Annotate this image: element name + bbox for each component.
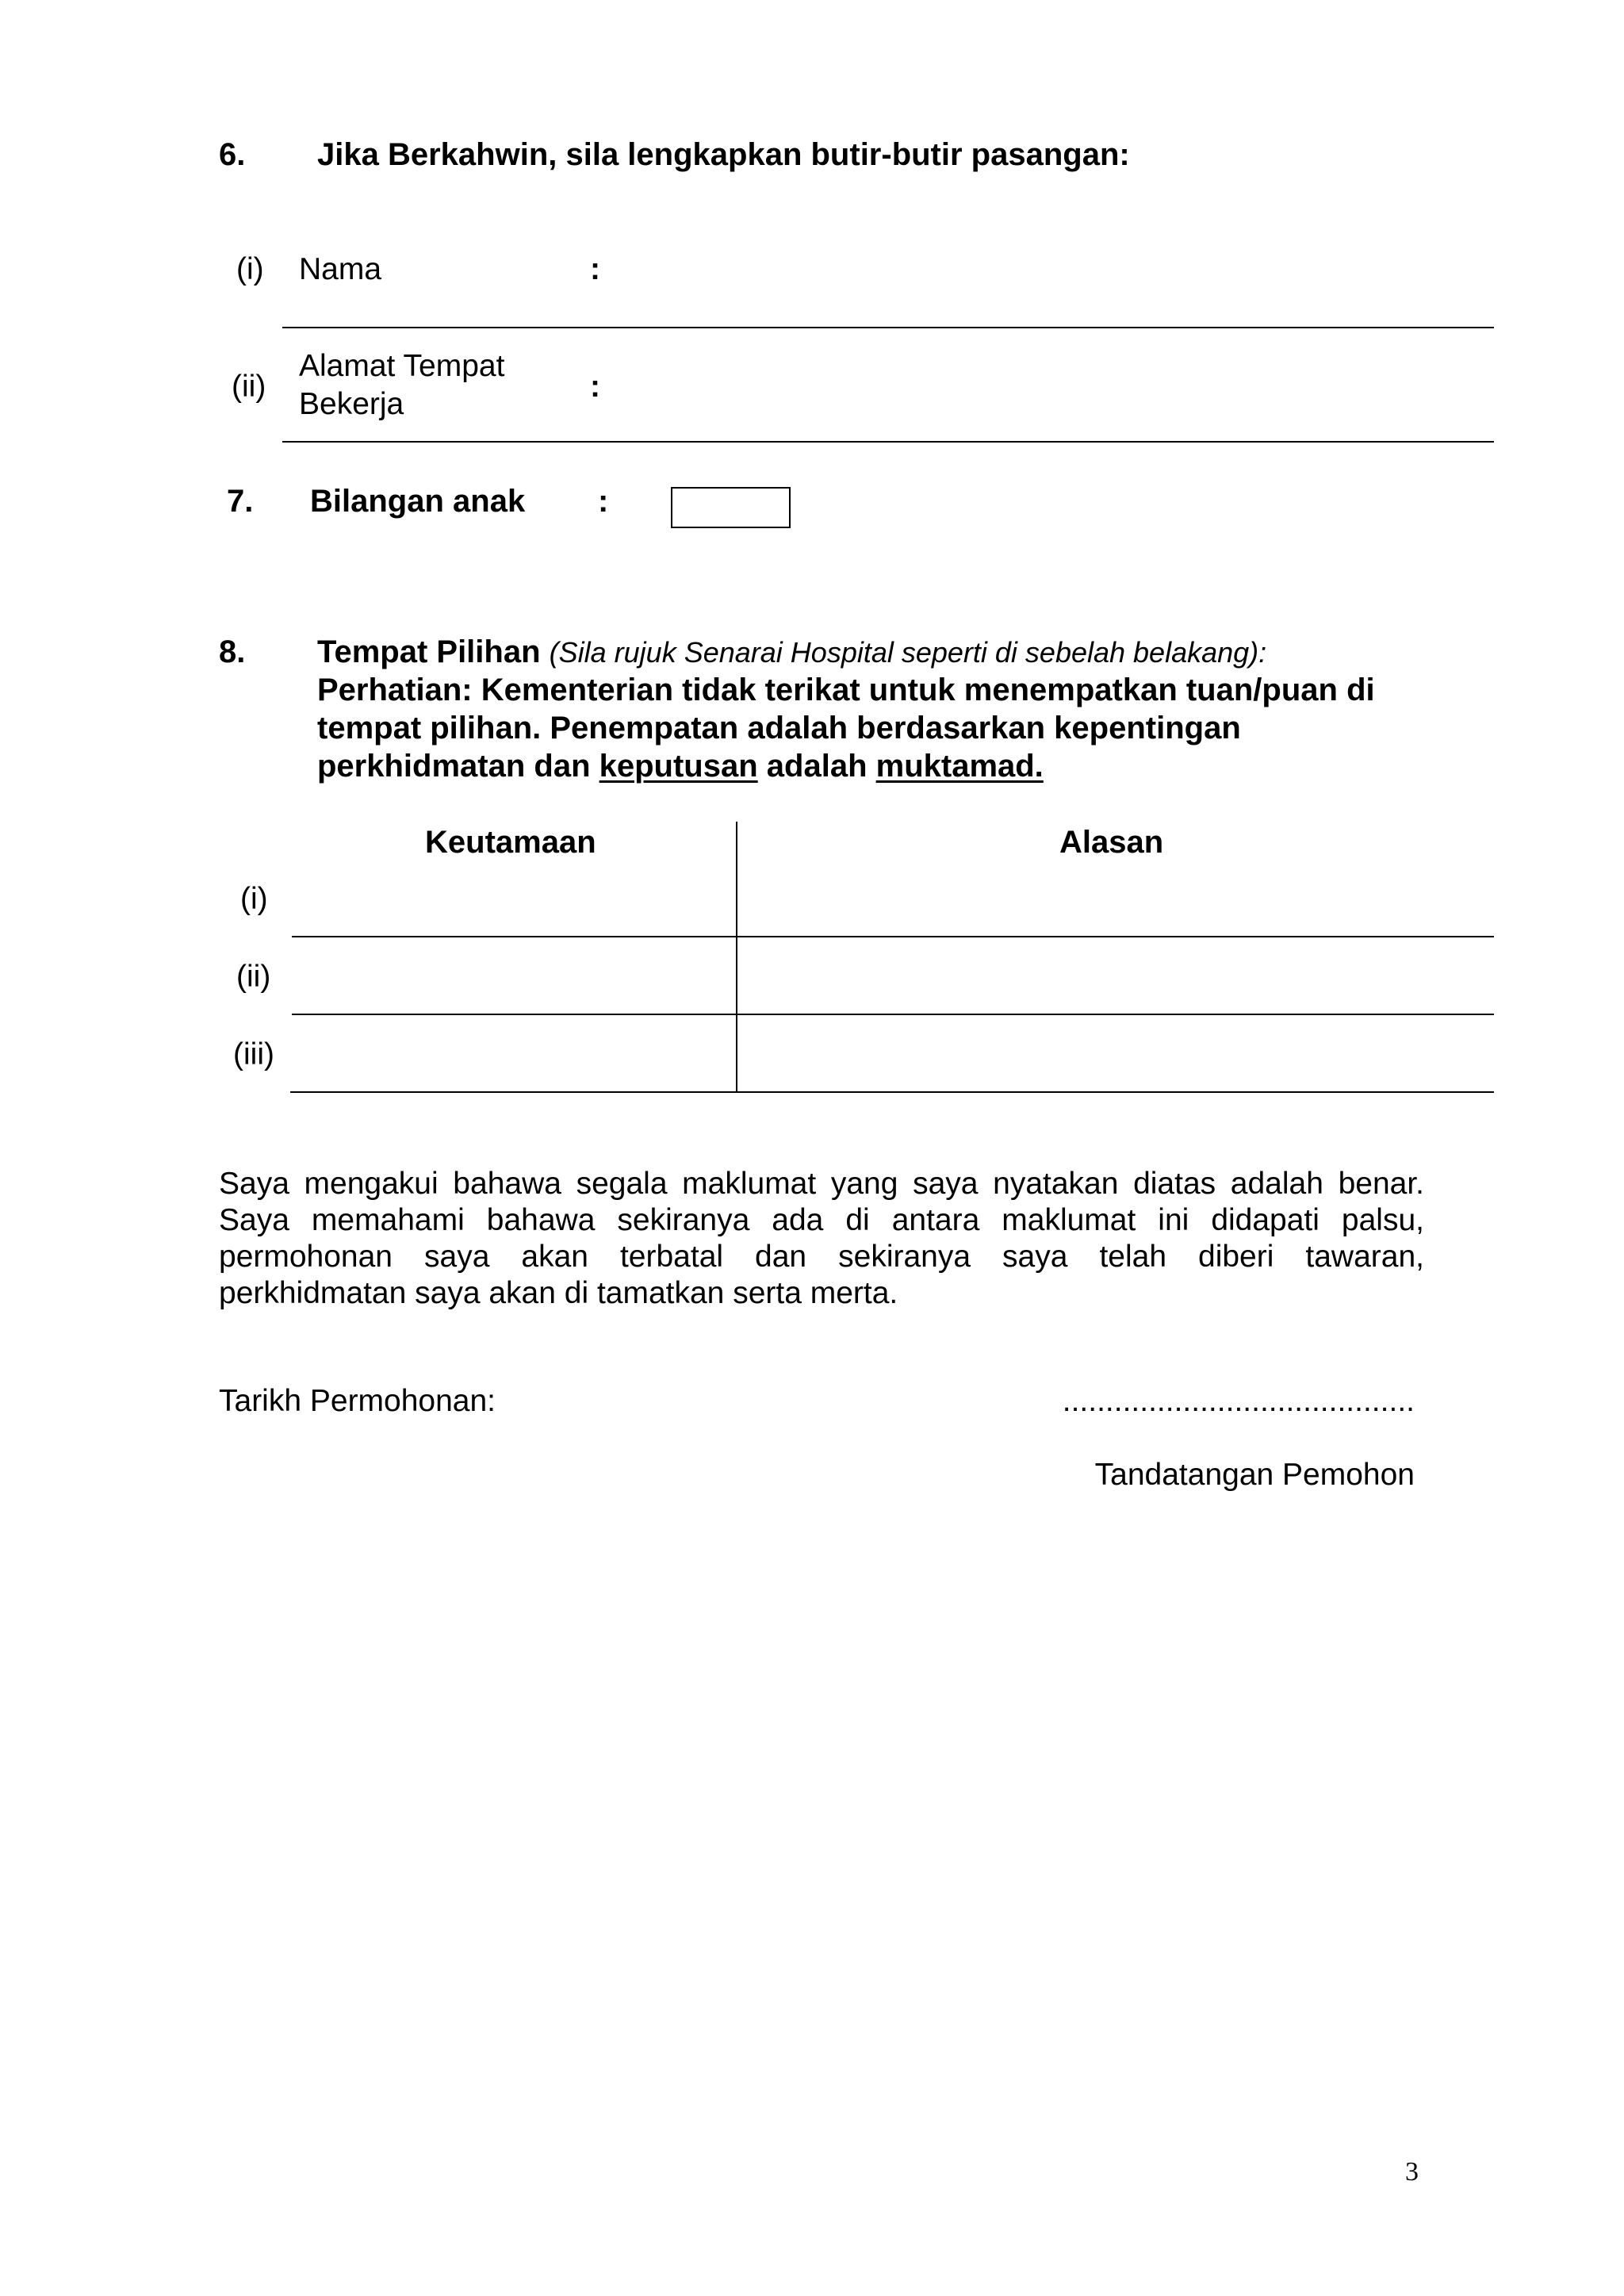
table-row-index: (ii) [236, 960, 271, 994]
section-6-number: 6. [219, 137, 246, 172]
children-count-label: Bilangan anak [310, 484, 526, 519]
table-row-line [292, 936, 1494, 937]
applicant-signature-label: Tandatangan Pemohon [1094, 1458, 1415, 1492]
children-count-colon: : [598, 484, 609, 519]
table-column-divider [736, 822, 737, 1093]
warning-text: adalah [757, 749, 876, 784]
alasan-cell[interactable] [739, 1017, 1492, 1090]
declaration-line: Saya memahami bahawa sekiranya ada di antara maklumat ini didapati palsu, [219, 1203, 1424, 1237]
declaration-paragraph [219, 1166, 1424, 1312]
table-header-keutamaan: Keutamaan [425, 825, 596, 860]
table-row-index: (iii) [233, 1037, 274, 1071]
declaration-line: perkhidmatan saya akan di tamatkan serta merta. [219, 1276, 898, 1310]
warning-line-3 [317, 749, 1044, 784]
section-8-number: 8. [219, 634, 246, 669]
row-index: (i) [236, 252, 264, 286]
keutamaan-cell[interactable] [293, 1017, 734, 1090]
declaration-line: permohonan saya akan terbatal dan sekiranya saya telah diberi tawaran, [219, 1240, 1424, 1274]
workplace-address-label-line2: Bekerja [299, 387, 404, 421]
name-field-line[interactable] [282, 327, 1494, 328]
table-row-index: (i) [240, 882, 268, 916]
warning-line-2: tempat pilihan. Penempatan adalah berdasarkan kepentingan [317, 711, 1241, 746]
table-header-alasan: Alasan [1059, 825, 1164, 860]
workplace-address-label-line1: Alamat Tempat [299, 349, 505, 383]
application-date-field[interactable] [219, 1423, 457, 1424]
warning-underlined-final: muktamad. [875, 749, 1044, 784]
section-6-title: Jika Berkahwin, sila lengkapkan butir-butir pasangan: [317, 137, 1130, 172]
warning-text: perkhidmatan dan [317, 749, 599, 784]
table-row-line [290, 1091, 1494, 1093]
page-number: 3 [1405, 2157, 1419, 2187]
signature-dots-line[interactable]: ......................................... [1062, 1384, 1415, 1418]
warning-underlined-decision: keputusan [599, 749, 758, 784]
name-colon: : [590, 252, 600, 286]
section-8-note: (Sila rujuk Senarai Hospital seperti di sebelah belakang): [549, 636, 1267, 669]
keutamaan-cell[interactable] [293, 864, 734, 934]
name-label: Nama [299, 252, 382, 286]
alasan-cell[interactable] [739, 939, 1492, 1012]
section-8-title: Tempat Pilihan [317, 634, 541, 669]
keutamaan-cell[interactable] [293, 939, 734, 1012]
application-date-label: Tarikh Permohonan: [219, 1384, 496, 1418]
table-row-line [292, 1014, 1494, 1015]
children-count-input[interactable] [671, 487, 791, 528]
declaration-line: Saya mengakui bahawa segala maklumat yang saya nyatakan diatas adalah benar. [219, 1167, 1424, 1201]
warning-line-1: Perhatian: Kementerian tidak terikat untuk menempatkan tuan/puan di [317, 673, 1375, 707]
section-7-number: 7. [227, 484, 254, 519]
workplace-address-colon: : [590, 370, 600, 404]
row-index: (ii) [232, 370, 266, 404]
section-8-heading [317, 634, 1266, 670]
workplace-address-field-line[interactable] [282, 441, 1494, 443]
alasan-cell[interactable] [739, 864, 1492, 934]
